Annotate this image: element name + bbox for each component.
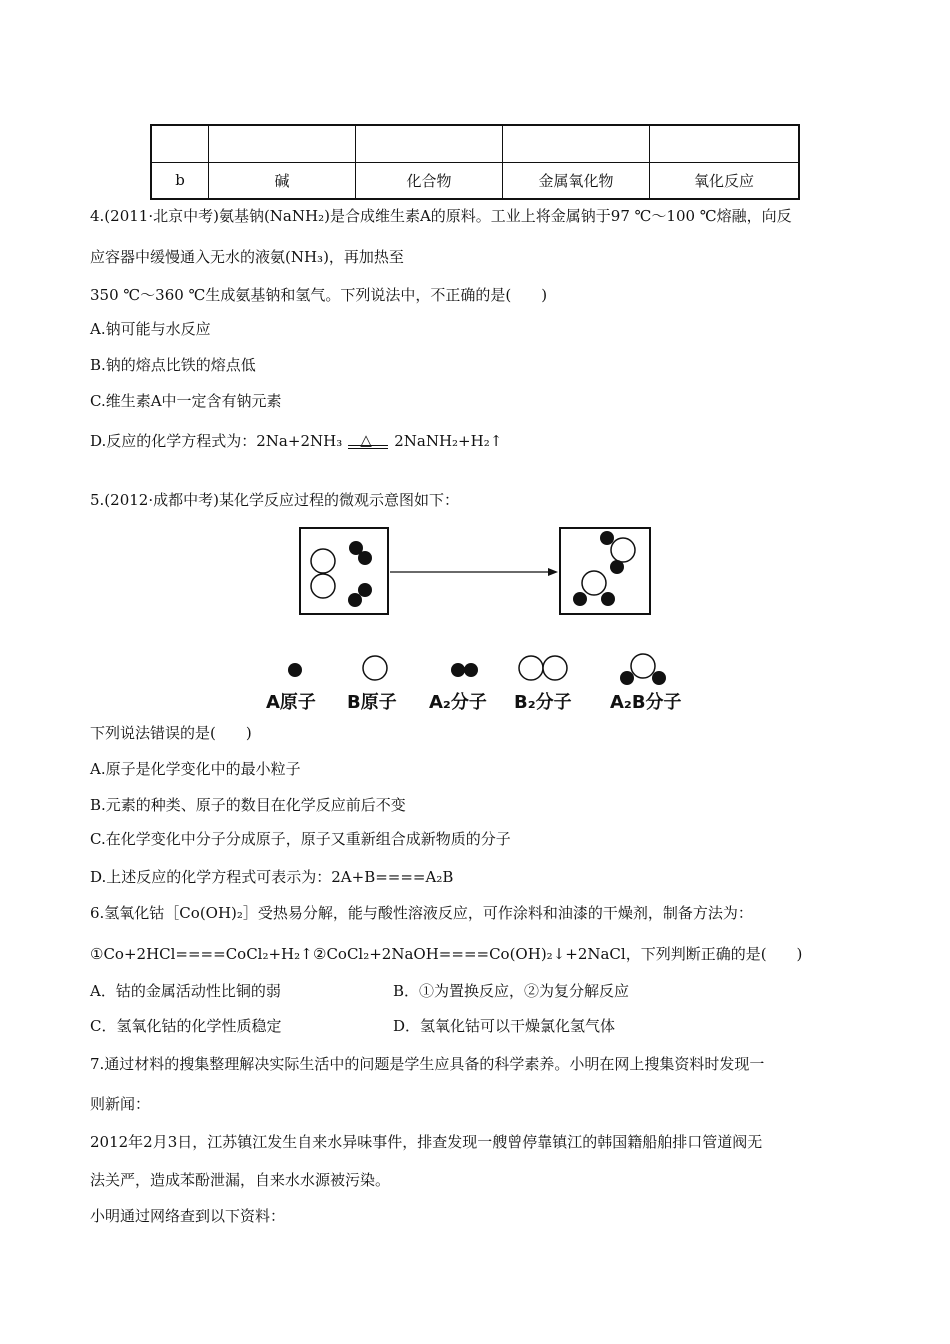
q4-stem-line2: 应容器中缓慢通入无水的液氨(NH₃)，再加热至 [90,248,404,266]
a-atom [348,593,362,607]
q6-option-c: C．氢氧化钴的化学性质稳定 [90,1017,282,1035]
a-atom [600,531,614,545]
table-cell: 碱 [209,162,356,199]
q5-question: 下列说法错误的是( ) [90,724,252,742]
q5-option-c: C.在化学变化中分子分成原子，原子又重新组合成新物质的分子 [90,830,511,848]
q5-option-d: D.上述反应的化学方程式可表示为：2A+B====A₂B [90,868,454,886]
table-cell: b [151,162,209,199]
q7-stem-line1: 7.通过材料的搜集整理解决实际生活中的问题是学生应具备的科学素养。小明在网上搜集资料时发现一 [90,1055,765,1073]
q4-option-a: A.钠可能与水反应 [90,320,211,338]
table-cell [503,125,650,162]
a-atom [610,560,624,574]
table-cell [209,125,356,162]
q6-equation-2: ②CoCl₂+2NaOH====Co(OH)₂↓+2NaCl，下列判断正确的是( ) [313,945,803,963]
classification-table [150,124,800,200]
reaction-diagram [290,520,670,620]
q4-equation-products: 2NaNH₂+H₂↑ [394,432,503,450]
table-row [151,125,799,162]
legend-b-atom: B原子 [347,692,397,713]
q7-stem-line3: 小明通过网络查到以下资料： [90,1207,286,1225]
q5-option-a: A.原子是化学变化中的最小粒子 [90,760,301,778]
q7-news-line2: 法关严，造成苯酚泄漏，自来水水源被污染。 [90,1171,391,1189]
q6-option-b: B．①为置换反应，②为复分解反应 [393,982,630,1000]
a-atom-icon [288,663,302,677]
legend-b2-molecule: B₂分子 [514,692,572,713]
a-atom [358,551,372,565]
legend-a2-molecule: A₂分子 [429,692,487,713]
q7-stem-line2: 则新闻： [90,1095,151,1113]
b-atom [311,549,335,573]
legend-a2b-molecule: A₂B分子 [610,692,682,713]
q7-news-line1: 2012年2月3日，江苏镇江发生自来水异味事件，排查发现一艘曾停靠镇江的韩国籍船舶排口管道阀无 [90,1133,763,1151]
table-row [151,162,799,199]
q4-equation-reactants: D.反应的化学方程式为：2Na+2NH₃ [90,432,343,450]
q6-option-a: A．钴的金属活动性比铜的弱 [90,982,281,1000]
reactants-box [300,528,388,614]
q4-option-c: C.维生素A中一定含有钠元素 [90,392,282,410]
b-atom [311,574,335,598]
b-atom [611,538,635,562]
a-atom [358,583,372,597]
b-atom [582,571,606,595]
heating-condition-sign [348,430,388,450]
table-cell [356,125,503,162]
a-atom [573,592,587,606]
q5-stem: 5.(2012·成都中考)某化学反应过程的微观示意图如下： [90,491,459,509]
a-atom [601,592,615,606]
table-cell: 氧化反应 [650,162,800,199]
q4-stem-line3: 350 ℃～360 ℃生成氨基钠和氢气。下列说法中，不正确的是( ) [90,286,548,304]
b-atom-icon [363,656,387,680]
q6-option-d: D．氢氧化钴可以干燥氯化氢气体 [393,1017,616,1035]
b2-molecule-icon [519,656,543,680]
legend-a-atom: A原子 [266,692,316,713]
q6-stem: 6.氢氧化钴［Co(OH)₂］受热易分解，能与酸性溶液反应，可作涂料和油漆的干燥剂，制备方法为： [90,904,753,922]
q4-stem-line1: 4.(2011·北京中考)氨基钠(NaNH₂)是合成维生素A的原料。工业上将金属钠于97 ℃～100 ℃熔融，向反 [90,207,792,225]
table-cell [151,125,209,162]
heat-triangle-icon: △ [360,431,372,449]
table-cell: 金属氧化物 [503,162,650,199]
q4-option-b: B.钠的熔点比铁的熔点低 [90,356,256,374]
a2b-molecule-icon [631,654,655,678]
q6-equation-1: ①Co+2HCl====CoCl₂+H₂↑ [90,945,313,963]
a2-molecule-icon [451,663,465,677]
arrow-head-icon [548,568,558,576]
table-cell: 化合物 [356,162,503,199]
q5-option-b: B.元素的种类、原子的数目在化学反应前后不变 [90,796,406,814]
q4-option-d [90,430,502,451]
particle-legend-icons [255,652,705,688]
table-cell [650,125,800,162]
